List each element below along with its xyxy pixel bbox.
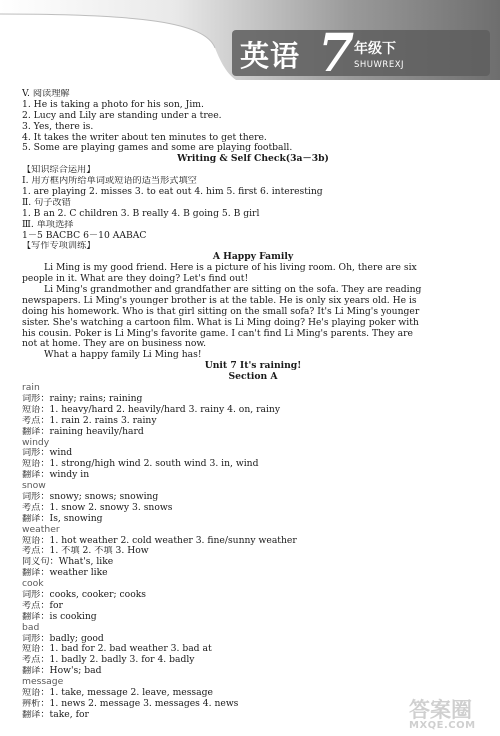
page-header [0,0,500,84]
section-heading: Writing & Self Check(3a－3b) [177,154,329,165]
text-line: 5. Some are playing games and some are playing football. [22,143,293,154]
grade-level-label: 年级下 [354,41,396,57]
text-line: 翻译：is cooking [22,611,97,622]
watermark-sub-text: MXQE.COM [409,720,476,731]
text-line: 翻译：raining heavily/hard [22,426,144,437]
text-line: his cousin. Poker is Li Ming's favorite game. I can't find Li Ming's parents. They are [22,328,413,339]
text-line: 考点：1. rain 2. rains 3. rainy [22,415,157,426]
text-line: 翻译：take, for [22,709,89,720]
text-line: Li Ming is my good friend. Here is a picture of his living room. Oh, there are six [44,263,417,274]
text-line: Ⅰ. 用方框内所给单词或短语的适当形式填空 [22,176,197,187]
text-line: 同义句：What's, like [22,557,114,568]
text-line: 翻译：How's; bad [22,666,102,677]
vocab-headword: weather [22,524,60,535]
text-line: 词形：rainy; rains; raining [22,393,143,404]
text-line: 【知识综合运用】 [22,165,96,176]
text-line: 1. B an 2. C children 3. B really 4. B going 5. B girl [22,208,260,219]
section-heading: A Happy Family [212,252,294,263]
vocab-headword: rain [22,383,40,394]
text-line: 词形：cooks, cooker; cooks [22,589,147,600]
text-line: sister. She's watching a cartoon film. What is Li Ming doing? He's playing poker with [22,317,419,328]
vocab-headword: bad [22,622,40,633]
text-line: 4. It takes the writer about ten minutes to get there. [22,132,267,143]
text-line: 翻译：weather like [22,568,108,579]
text-line: 翻译：Is, snowing [22,513,103,524]
text-line: 2. Lucy and Lily are standing under a tree. [22,110,222,121]
answer-key-content [22,89,484,721]
text-line: 【写作专项训练】 [22,241,96,252]
vocab-headword: snow [22,481,46,492]
series-code: SHUWREXJ [354,60,405,70]
text-line: 考点：1. 不填 2. 不填 3. How [22,546,149,557]
text-line: What a happy family Li Ming has! [44,350,202,361]
text-line: 词形：wind [22,448,73,459]
text-line: people in it. What are they doing? Let's find out! [22,274,249,285]
text-line: 1. He is taking a photo for his son, Jim. [22,99,204,110]
section-heading: Unit 7 It's raining! [204,361,302,372]
subject-title: 英语 [240,39,301,73]
text-line: V. 阅读理解 [22,89,70,99]
text-line: 短语：1. hot weather 2. cold weather 3. fine/sunny weather [22,535,297,546]
text-line: 短语：1. heavy/hard 2. heavily/hard 3. rainy 4. on, rainy [22,404,281,415]
text-line: doing his homework. Who is that girl sitting on the small sofa? It's Li Ming's younger [22,306,420,317]
text-line: 词形：badly; good [22,633,104,644]
text-line: Li Ming's grandmother and grandfather are sitting on the sofa. They are reading [44,285,422,296]
text-line: 1. are playing 2. misses 3. to eat out 4. him 5. first 6. interesting [22,187,323,198]
vocab-headword: windy [22,437,50,448]
text-line: 短语：1. bad for 2. bad weather 3. bad at [22,644,212,655]
text-line: 辨析：1. news 2. message 3. messages 4. news [22,698,239,709]
text-line: 短语：1. strong/high wind 2. south wind 3. in, wind [22,459,259,470]
section-heading: Section A [228,372,278,383]
text-line: 3. Yes, there is. [22,121,94,132]
vocab-headword: cook [22,579,44,590]
text-line: 词形：snowy; snows; snowing [22,491,159,502]
text-line: newspapers. Li Ming's younger brother is at the table. He is only six years old. He is [22,295,417,306]
text-line: Ⅲ. 单项选择 [22,219,74,230]
watermark-logo [405,694,497,734]
text-line: 翻译：windy in [22,470,90,481]
vocab-headword: message [22,677,64,688]
text-line: 考点：1. snow 2. snowy 3. snows [22,502,173,513]
text-line: not at home. They are on business now. [22,339,207,350]
text-line: 考点：for [22,600,63,611]
watermark-main-text: 答案圈 [409,698,472,722]
grade-number: 7 [318,23,355,84]
text-line: 1－5 BACBC 6－10 AABAC [22,230,147,241]
text-line: Ⅱ. 句子改错 [22,197,71,208]
text-line: 短语：1. take, message 2. leave, message [22,687,213,698]
text-line: 考点：1. badly 2. badly 3. for 4. badly [22,655,195,666]
